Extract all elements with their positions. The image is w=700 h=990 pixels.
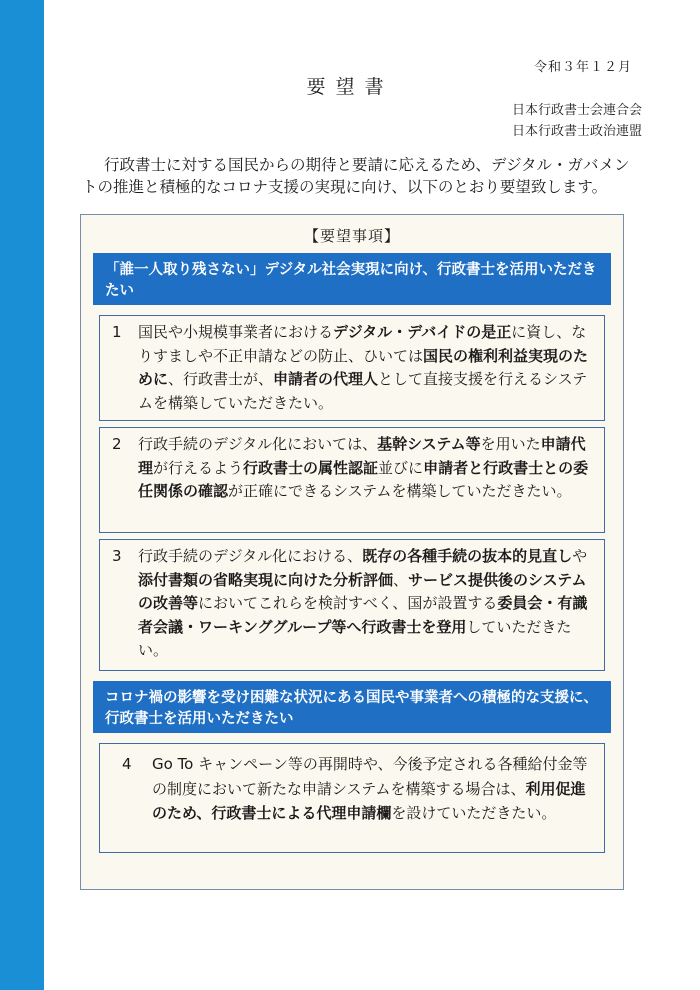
emphasis-text: 申請者の代理人 [273, 370, 379, 388]
side-accent-bar [0, 0, 44, 990]
emphasis-text: 添付書類の省略実現に向けた分析評価 [138, 570, 394, 589]
emphasis-text: 利用促進のため、行政書士による代理申請欄 [152, 779, 586, 822]
body-text: に資し、なりすましや不正申請などの防止、ひいては [138, 323, 587, 365]
body-text: 行政手続のデジタル化における、 [138, 547, 363, 565]
body-text: を設けていただきたい。 [391, 804, 557, 822]
body-text: Go To キャンペーン等の再開時や、今後予定される各種給付金等の制度において新たな申請システムを構築する場合は、 [152, 755, 588, 798]
item-number: 1 [112, 323, 122, 341]
body-text: していただきたい。 [138, 617, 572, 659]
document-title: 要望書 [306, 76, 394, 98]
request-item [99, 315, 605, 421]
organization-name: 日本行政書士政治連盟 [511, 124, 642, 139]
body-text: 、 [393, 570, 409, 589]
body-text: 国民や小規模事業者における [138, 323, 334, 341]
request-item [99, 743, 605, 853]
body-text: が正確にできるシステムを構築していただきたい。 [228, 482, 572, 500]
emphasis-text: 国民の権利利益実現のために [138, 346, 589, 388]
request-item [99, 427, 605, 533]
body-text: や [572, 547, 588, 565]
body-text: においてこれらを検討すべく、国が設置する [198, 594, 498, 612]
body-text: 並びに [378, 458, 424, 477]
emphasis-text: 既存の各種手続の抜本的見直し [362, 547, 573, 565]
emphasis-text: デジタル・デバイドの是正 [333, 323, 512, 341]
request-item [99, 539, 605, 671]
item-text [138, 547, 587, 659]
requests-box-title: 【要望事項】 [303, 227, 400, 245]
item-number: 4 [122, 755, 132, 773]
emphasis-text: 基幹システム等 [377, 435, 481, 453]
intro-paragraph: 行政書士に対する国民からの期待と要請に応えるため、デジタル・ガバメントの推進と積極的なコロナ支援の実現に向け、以下のとおり要望致します。 [82, 156, 630, 196]
body-text: 行政手続のデジタル化においては、 [138, 435, 378, 453]
item-text [152, 755, 588, 822]
emphasis-text: サービス提供後のシステムの改善等 [138, 570, 587, 612]
item-text [138, 323, 588, 412]
body-text: 、行政書士が、 [168, 370, 274, 388]
item-number: 2 [112, 435, 122, 453]
emphasis-text: 申請者と行政書士との委任関係の確認 [138, 458, 589, 500]
emphasis-text: 申請代理 [138, 435, 586, 477]
body-text: が行えるよう [153, 458, 244, 477]
issuing-organizations [512, 100, 642, 142]
organization-name: 日本行政書士会連合会 [511, 103, 642, 118]
body-text: を用いた [480, 435, 541, 453]
emphasis-text: 委員会・有識者会議・ワーキンググループ等へ行政書士を登用 [138, 594, 588, 636]
requests-box [80, 214, 624, 890]
emphasis-text: 行政書士の属性認証 [243, 458, 379, 477]
section-heading-covid: コロナ禍の影響を受け困難な状況にある国民や事業者への積極的な支援に、行政書士を活用いただきたい [93, 681, 611, 733]
body-text: として直接支援を行えるシステムを構築していただきたい。 [138, 370, 588, 412]
item-number: 3 [112, 547, 122, 565]
document-date: 令和３年１２月 [533, 60, 632, 75]
item-text [138, 435, 588, 500]
section-heading-digital: 「誰一人取り残さない」デジタル社会実現に向け、行政書士を活用いただきたい [93, 253, 611, 305]
